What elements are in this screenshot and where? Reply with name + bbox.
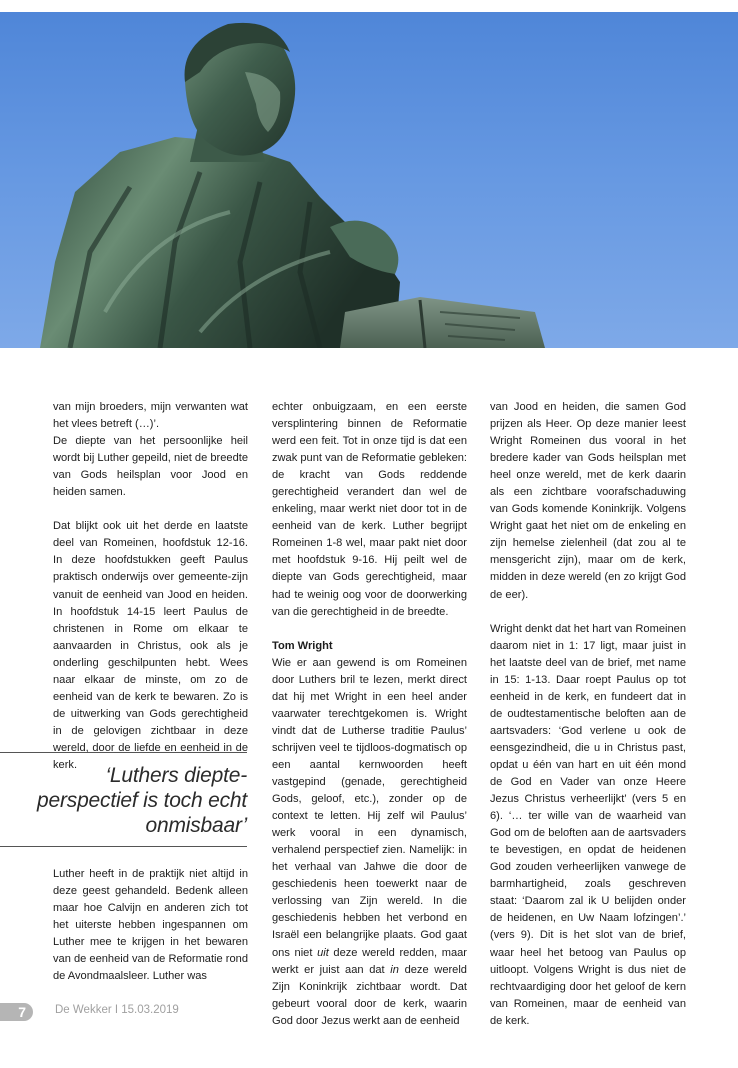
text-column-2 <box>272 399 467 1030</box>
paragraph: echter onbuigzaam, en een eerste versplintering binnen de Reformatie werd een feit. Tot in onze tijd is dat een zwak punt van de Reformatie gebleken: de kracht van Gods reddende gerechtigheid verandert dan wel de enkeling, maar werkt niet door tot in de eenheid van de kerk. Luther begrijpt Romeinen 1-8 wel, maar pakt niet door met hoofdstuk 9-16. Hij peilt wel de diepte van Gods gerechtigheid, maar had te weinig oog voor de doorwerking van die gerechtigheid in de breedte. <box>272 401 467 618</box>
statue-illustration <box>0 12 738 348</box>
luther-statue-photo <box>0 12 738 348</box>
pull-quote-line: perspectief is toch echt <box>37 789 247 812</box>
paragraph: Wright denkt dat het hart van Romeinen daarom niet in 1: 17 ligt, maar juist in het laatste deel van de brief, met name in 15: 1-13. Daar roept Paulus op tot eenheid in de kerk, en fundeert dat in de oudtestamentische beloften aan de aartsvaders: ‘God verlene u ook de eensgezindheid, die u in Christus past, opdat u één van hart en uit één mond de God en Vader van onze Heere Jezus Christus verheerlijkt’ (vers 5 en 6). ‘… ter wille van de waarheid van God om de beloften aan de aartsvaders te bevestigen, en opdat de heidenen God zouden verheerlijken vanwege de barmhartigheid, zoals geschreven staat: ‘Daarom zal ik U belijden onder de heidenen, en Uw Naam lofzingen’.’ (vers 9). Dit is het slot van de brief, waar heel het betoog van Paulus op uitloopt. Volgens Wright is dus niet de rechtvaardiging door het geloof de kern van Romeinen, maar de eenheid van de kerk. <box>490 622 686 1027</box>
text-column-3 <box>490 399 686 1030</box>
paragraph: Wie er aan gewend is om Romeinen door Luthers bril te lezen, merkt direct dat hij met Wright in een heel ander vaarwater terechtgekomen is. Wright vindt dat de Lutherse traditie Paulus’ schrijven veel te tijdloos-dogmatisch op een aantal kernwoorden heeft vastgepind (genade, gerechtigheid Gods, geloof, etc.), zonder op de context te letten. Hij zelf wil Paulus’ werk vooral in een dynamisch, verhalend perspectief zien. Namelijk: in het verhaal van Jahwe die door de geschiedenis heen toewerkt naar de verlossing van Zijn wereld. In die geschiedenis hebben het verbond en Israël een belangrijke plaats. God gaat ons niet uit deze wereld redden, maar werkt er juist aan dat in deze wereld Zijn Koninkrijk zichtbaar wordt. Dat gebeurt vooral door de kerk, waarin God door Jezus werkt aan de eenheid <box>272 656 467 1027</box>
page-footer <box>0 1001 300 1023</box>
paragraph: van Jood en heiden, die samen God prijzen als Heer. Op deze manier leest Wright Romeinen dus vooral in het bredere kader van Gods heilsplan met heel onze wereld, met de kerk daarin als een zichtbare voorafschaduwing van Gods komende Koninkrijk. Volgens Wright gaat het niet om de enkeling en zijn hemelse zielenheil (dat zou al te mensgericht zijn), maar om de kerk, midden in deze wereld (en zo krijgt God de eer). <box>490 401 686 601</box>
paragraph: De diepte van het persoonlijke heil wordt bij Luther gepeild, niet de breedte van Gods heilsplan voor Jood en heiden samen. <box>53 435 248 499</box>
page-number: 7 <box>0 1003 33 1021</box>
paragraph: Luther heeft in de praktijk niet altijd in deze geest gehandeld. Bedenk alleen maar hoe Calvijn en anderen zich tot het uiterste hebben ingespannen om Luther mee te krijgen in het bewaren van de eenheid van de Reformatie rond de Avondmaalsleer. Luther was <box>53 868 248 983</box>
text-column-1 <box>53 399 248 774</box>
pull-quote-line: onmisbaar’ <box>145 814 247 837</box>
magazine-issue: De Wekker I 15.03.2019 <box>55 1004 179 1016</box>
text-column-1-continued <box>53 866 248 985</box>
section-heading: Tom Wright <box>272 639 333 652</box>
pull-quote-line: ‘Luthers diepte- <box>105 764 247 787</box>
paragraph: van mijn broeders, mijn verwanten wat het vlees betreft (…)’. <box>53 401 248 431</box>
pull-quote <box>0 752 247 847</box>
paragraph: Dat blijkt ook uit het derde en laatste deel van Romeinen, hoofdstuk 12-16. In deze hoofdstukken geeft Paulus praktisch onderwijs over gemeente-zijn vanuit de eenheid van Jood en heiden. In hoofdstuk 14-15 leert Paulus de christenen in Rome om elkaar te aanvaarden in Christus, ook als je onderling geschilpunten hebt. Wees naar elkaar de minste, om zo de eenheid van de kerk te bewaren. Zo is de uitwerking van Gods gerechtigheid in de gelovigen zichtbaar in deze wereld, door de liefde en eenheid in de kerk. <box>53 520 248 771</box>
